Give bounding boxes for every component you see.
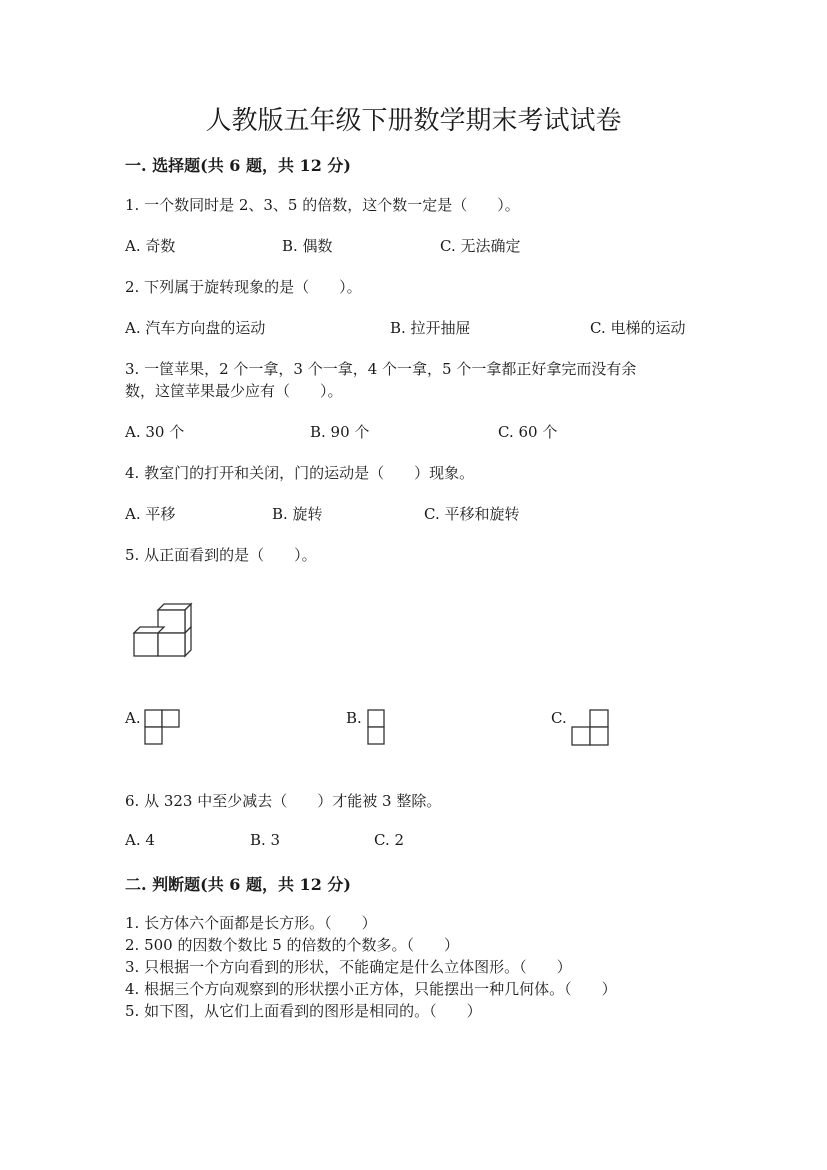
question-2-stem: 2. 下列属于旋转现象的是（ ）。 [125,278,362,296]
question-6-option-b[interactable]: B. 3 [250,831,281,849]
section-heading-choice: 一. 选择题(共 6 题，共 12 分) [125,156,351,175]
question-3-option-b[interactable]: B. 90 个 [310,423,370,441]
judgement-item-4: 4. 根据三个方向观察到的形状摆小正方体，只能摆出一种几何体。（ ） [125,980,617,998]
question-1-option-c[interactable]: C. 无法确定 [440,237,521,255]
cube-stack-figure [131,602,195,658]
judgement-item-3: 3. 只根据一个方向看到的形状，不能确定是什么立体图形。（ ） [125,958,572,976]
question-4-option-c[interactable]: C. 平移和旋转 [424,505,520,523]
question-4-option-a[interactable]: A. 平移 [125,505,176,523]
question-5-option-b[interactable]: B. [346,709,362,727]
question-1-option-a[interactable]: A. 奇数 [125,237,176,255]
section-heading-judgement: 二. 判断题(共 6 题，共 12 分) [125,875,351,894]
question-3-option-a[interactable]: A. 30 个 [125,423,185,441]
question-4-stem: 4. 教室门的打开和关闭，门的运动是（ ）现象。 [125,464,475,482]
judgement-item-2: 2. 500 的因数个数比 5 的倍数的个数多。（ ） [125,936,460,954]
question-5-stem: 5. 从正面看到的是（ ）。 [125,546,317,564]
question-1-option-b[interactable]: B. 偶数 [282,237,333,255]
option-b-view-icon [367,709,385,745]
question-6-option-c[interactable]: C. 2 [374,831,405,849]
question-6-stem: 6. 从 323 中至少减去（ ）才能被 3 整除。 [125,792,442,810]
question-3-option-c[interactable]: C. 60 个 [498,423,558,441]
option-a-view-icon [144,709,180,745]
option-c-view-icon [571,709,609,746]
page-title: 人教版五年级下册数学期末考试试卷 [205,106,622,136]
question-3-stem-line2: 数，这筐苹果最少应有（ ）。 [125,382,343,400]
question-1-stem: 1. 一个数同时是 2、3、5 的倍数，这个数一定是（ ）。 [125,196,520,214]
judgement-item-5: 5. 如下图，从它们上面看到的图形是相同的。（ ） [125,1002,482,1020]
question-5-option-a[interactable]: A. [125,709,141,727]
question-5-option-c[interactable]: C. [551,709,567,727]
question-6-option-a[interactable]: A. 4 [125,831,155,849]
question-2-option-a[interactable]: A. 汽车方向盘的运动 [125,319,266,337]
question-3-stem-line1: 3. 一筐苹果，2 个一拿，3 个一拿，4 个一拿，5 个一拿都正好拿完而没有余 [125,360,637,378]
question-2-option-b[interactable]: B. 拉开抽屉 [390,319,471,337]
question-4-option-b[interactable]: B. 旋转 [272,505,323,523]
question-2-option-c[interactable]: C. 电梯的运动 [590,319,686,337]
judgement-item-1: 1. 长方体六个面都是长方形。（ ） [125,914,377,932]
